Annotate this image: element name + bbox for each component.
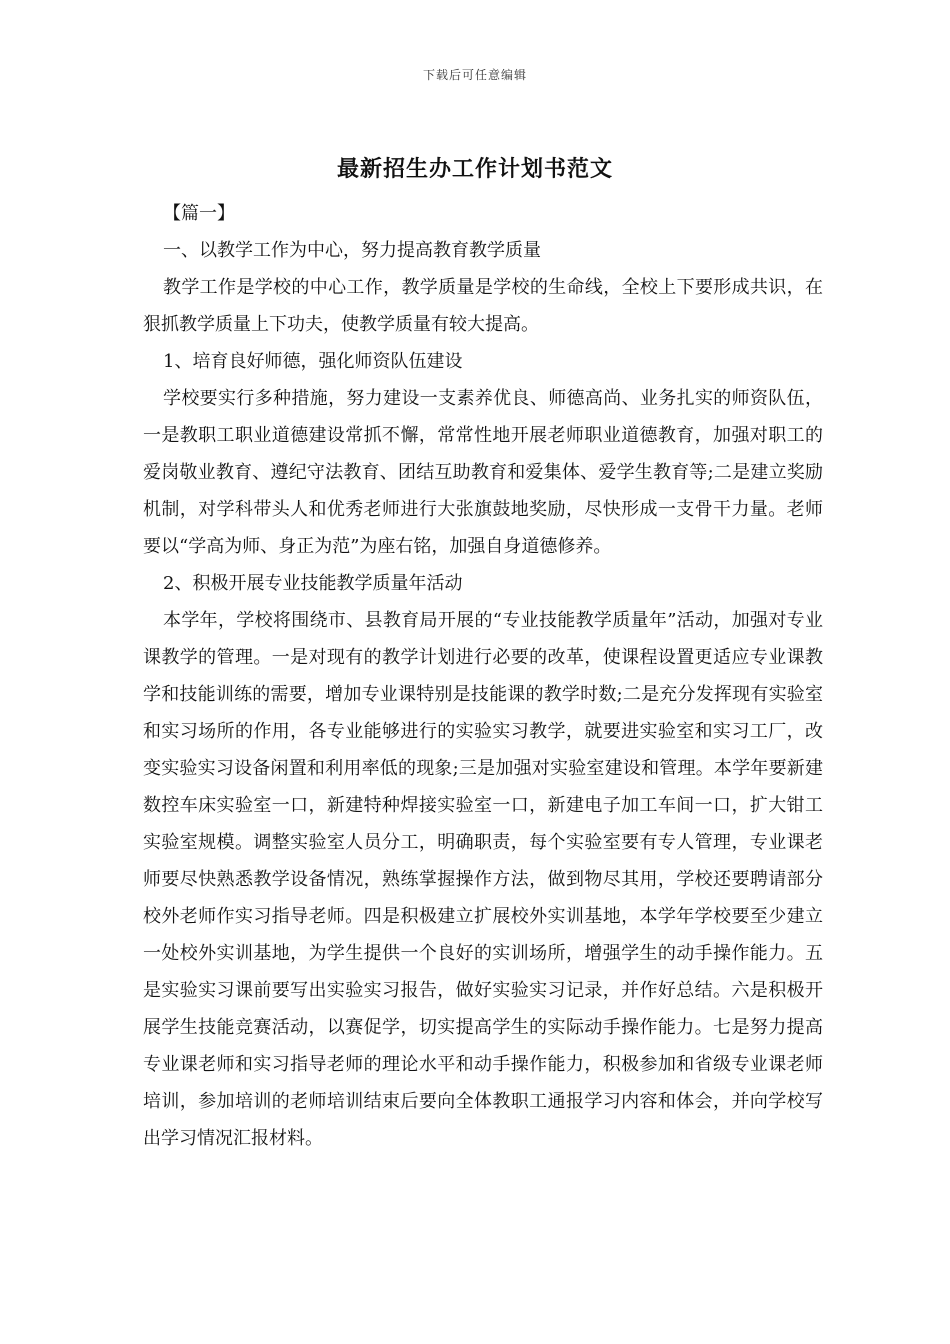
section-label: 【篇一】 [163, 203, 235, 224]
header-note: 下载后可任意编辑 [422, 68, 527, 82]
paragraph-3: 本学年，学校将围绕市、县教育局开展的“专业技能教学质量年”活动，加强对专业课教学的管理。一是对现有的教学计划进行必要的改革，使课程设置更适应专业课教学和技能训练的需要，增加专业课特别是技能课的教学时数;二是充分发挥现有实验室和实习场所的作用，各专业能够进行的实验实习教学，就要进实验室和实习工厂，改变实验实习设备闲置和利用率低的现象;三是加强对实验室建设和管理。本学年要新建数控车床实验室一口，新建特种焊接实验室一口，新建电子加工车间一口，扩大钳工实验室规模。调整实验室人员分工，明确职责，每个实验室要有专人管理，专业课老师要尽快熟悉教学设备情况，熟练掌握操作方法，做到物尽其用，学校还要聘请部分校外老师作实习指导老师。四是积极建立扩展校外实训基地，本学年学校要至少建立一处校外实训基地，为学生提供一个良好的实训场所，增强学生的动手操作能力。五是实验实习课前要写出实验实习报告，做好实验实习记录，并作好总结。六是积极开展学生技能竞赛活动，以赛促学，切实提高学生的实际动手操作能力。七是努力提高专业课老师和实习指导老师的理论水平和动手操作能力，积极参加和省级专业课老师培训，参加培训的老师培训结束后要向全体教职工通报学习内容和体会，并向学校写出学习情况汇报材料。 [143, 610, 823, 1149]
subheading-2: 2、积极开展专业技能教学质量年活动 [163, 573, 463, 594]
paragraph-2: 学校要实行多种措施，努力建设一支素养优良、师德高尚、业务扎实的师资队伍，一是教职工职业道德建设常抓不懈，常常性地开展老师职业道德教育，加强对职工的爱岗敬业教育、遵纪守法教育、团结互助教育和爱集体、爱学生教育等;二是建立奖励机制，对学科带头人和优秀老师进行大张旗鼓地奖励，尽快形成一支骨干力量。老师要以“学高为师、身正为范”为座右铭，加强自身道德修养。 [143, 388, 823, 557]
subheading-1: 1、培育良好师德，强化师资队伍建设 [163, 351, 463, 372]
heading-1: 一、以教学工作为中心，努力提高教育教学质量 [163, 240, 541, 261]
document-title: 最新招生办工作计划书范文 [336, 156, 613, 182]
document-body [143, 195, 823, 1157]
paragraph-1: 教学工作是学校的中心工作，教学质量是学校的生命线，全校上下要形成共识，在狠抓教学质量上下功夫，使教学质量有较大提高。 [143, 277, 823, 335]
